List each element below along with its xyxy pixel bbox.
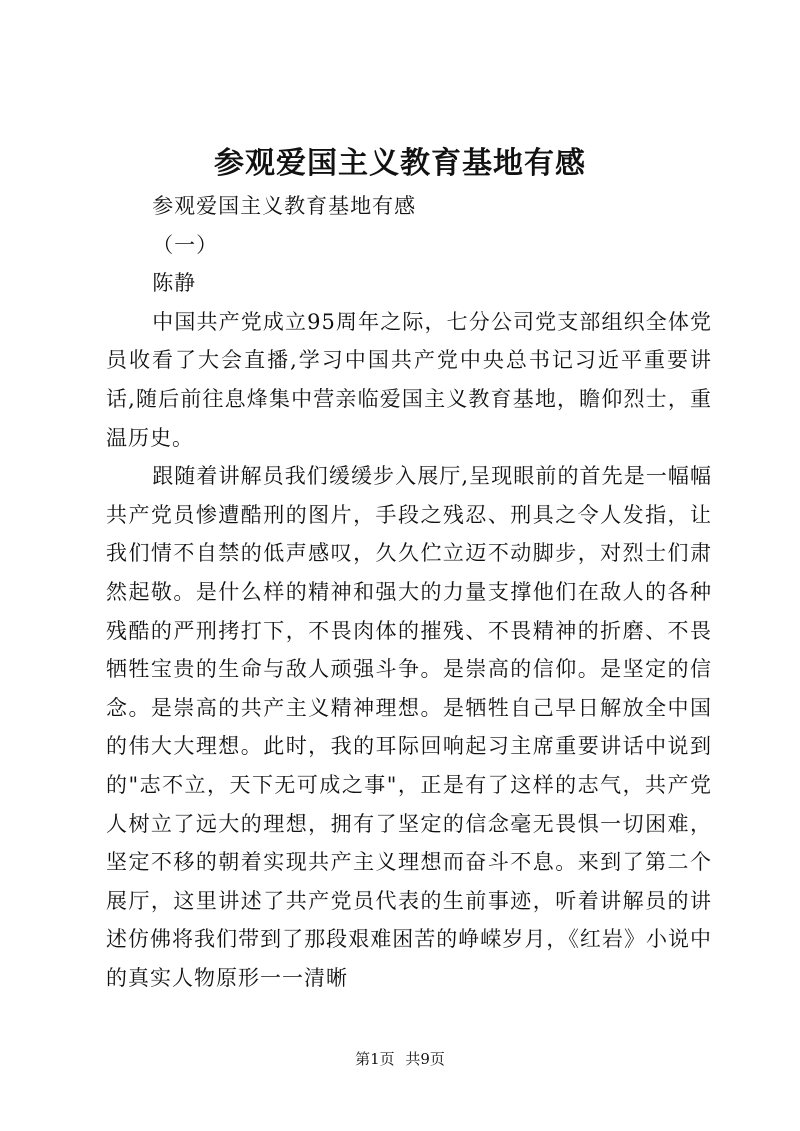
body-paragraph: 中国共产党成立95周年之际，七分公司党支部组织全体党员收看了大会直播,学习中国共产党中央总书记习近平重要讲话,随后前往息烽集中营亲临爱国主义教育基地，瞻仰烈士，重温历史。 bbox=[106, 309, 712, 450]
section-number-paragraph: （一） bbox=[152, 232, 219, 257]
document-title: 参观爱国主义教育基地有感 bbox=[214, 146, 586, 181]
body-paragraph: 跟随着讲解员我们缓缓步入展厅,呈现眼前的首先是一幅幅共产党员惨遭酷刑的图片，手段之残忍、刑具之令人发指，让我们情不自禁的低声感叹，久久伫立迈不动脚步，对烈士们肃然起敬。是什么样的精神和强大的力量支撑他们在敌人的各种残酷的严刑拷打下，不畏肉体的摧残、不畏精神的折磨、不畏牺牲宝贵的生命与敌人顽强斗争。是崇高的信仰。是坚定的信念。是崇高的共产主义精神理想。是牺牲自己早日解放全中国的伟大大理想。此时，我的耳际回响起习主席重要讲话中说到的"志不立，天下无可成之事"，正是有了这样的志气，共产党人树立了远大的理想，拥有了坚定的信念毫无畏惧一切困难，坚定不移的朝着实现共产主义理想而奋斗不息。来到了第二个展厅，这里讲述了共产党员代表的生前事迹，听着讲解员的讲述仿佛将我们带到了那段艰难困苦的峥嵘岁月，《红岩》小说中的真实人物原形一一清晰 bbox=[106, 464, 712, 990]
page-number: 第1页 bbox=[355, 1050, 395, 1068]
subtitle-paragraph: 参观爱国主义教育基地有感 bbox=[152, 194, 417, 218]
document-body bbox=[106, 187, 712, 997]
author-paragraph: 陈静 bbox=[152, 271, 197, 296]
page-footer bbox=[0, 1049, 800, 1069]
page-total: 共9页 bbox=[405, 1050, 445, 1068]
